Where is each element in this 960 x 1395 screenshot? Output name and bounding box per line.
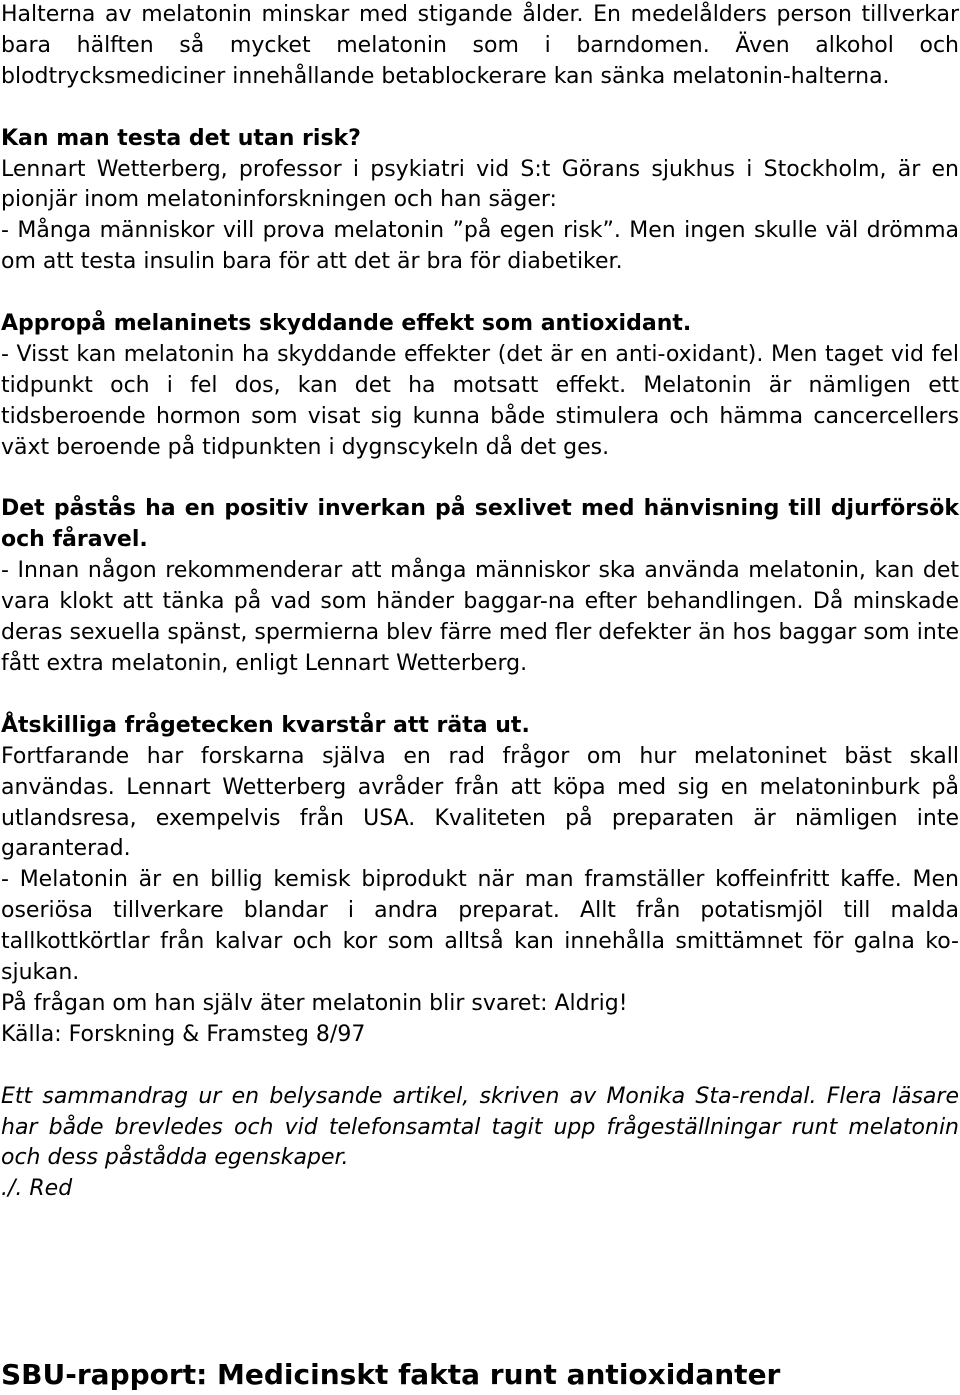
spacer xyxy=(1,278,959,309)
section-heading-risk: Kan man testa det utan risk? xyxy=(1,125,361,151)
section-heading-questions: Åtskilliga frågetecken kvarstår att räta ut. xyxy=(1,712,530,738)
section-body-risk: Lennart Wetterberg, professor i psykiatri vid S:t Görans sjukhus i Stockholm, är en pionjär inom melatoninforskningen och han säger: xyxy=(1,156,959,213)
spacer xyxy=(1,680,959,711)
section-heading-antioxidant: Appropå melaninets skyddande effekt som antioxidant. xyxy=(1,311,692,337)
section-body-sexlife: - Innan någon rekommenderar att många människor ska använda melatonin, kan det vara klokt att tänka på vad som händer baggar-na efter behandlingen. Då minskade deras sexuella spänst, spermierna blev färre med fler defekter än hos baggar som inte fått extra melatonin, enligt Lennart Wetterberg. xyxy=(1,558,959,676)
spacer xyxy=(1,93,959,124)
section-body-antioxidant: - Visst kan melatonin ha skyddande effekter (det är en anti-oxidant). Men taget vid fel tidpunkt och i fel dos, kan det ha motsatt effekt. Melatonin är nämligen ett tidsberoende hormon som visat sig kunna både stimulera och hämma cancercellers växt beroende på tidpunkten i dygnscykeln då det ges. xyxy=(1,341,959,460)
spacer xyxy=(1,1051,959,1082)
answer-line: På frågan om han själv äter melatonin blir svaret: Aldrig! xyxy=(1,990,628,1016)
next-section-title: SBU-rapport: Medicinskt fakta runt antioxidanter xyxy=(1,1358,781,1391)
section-heading-sexlife: Det påstås ha en positiv inverkan på sexlivet med hänvisning till djurförsök och fåravel. xyxy=(1,496,959,553)
section-body-questions-2: - Melatonin är en billig kemisk biprodukt när man framställer koffeinfritt kaffe. Men oseriösa tillverkare blandar i andra preparat. Allt från potatismjöl till malda tallkottkörtlar från kalvar och kor som alltså kan innehålla smittämnet för galna ko-sjukan. xyxy=(1,867,959,986)
section-body-questions: Fortfarande har forskarna själva en rad frågor om hur melatoninet bäst skall användas. Lennart Wetterberg avråder från att köpa med sig en melatoninburk på utlandsresa, exempelvis från USA. Kvaliteten på preparaten är nämligen inte garanterad. xyxy=(1,743,959,862)
document-page xyxy=(1,0,959,1205)
summary-paragraph: Ett sammandrag ur en belysande artikel, skriven av Monika Sta-rendal. Flera läsare har både brevledes och vid telefonsamtal tagit upp frågeställningar runt melatonin och dess påstådda egenskaper. xyxy=(1,1083,959,1171)
intro-paragraph: Halterna av melatonin minskar med stigande ålder. En medelålders person tillverkar bara hälften så mycket melatonin som i barndomen. Även alkohol och blodtrycksmediciner innehållande betablockerare kan sänka melatonin-halterna. xyxy=(1,2,959,89)
editor-signature: ./. Red xyxy=(1,1176,73,1202)
spacer xyxy=(1,464,959,495)
source-line: Källa: Forskning & Framsteg 8/97 xyxy=(1,1021,366,1047)
section-quote-risk: - Många människor vill prova melatonin ”på egen risk”. Men ingen skulle väl drömma om att testa insulin bara för att det är bra för diabetiker. xyxy=(1,218,959,275)
